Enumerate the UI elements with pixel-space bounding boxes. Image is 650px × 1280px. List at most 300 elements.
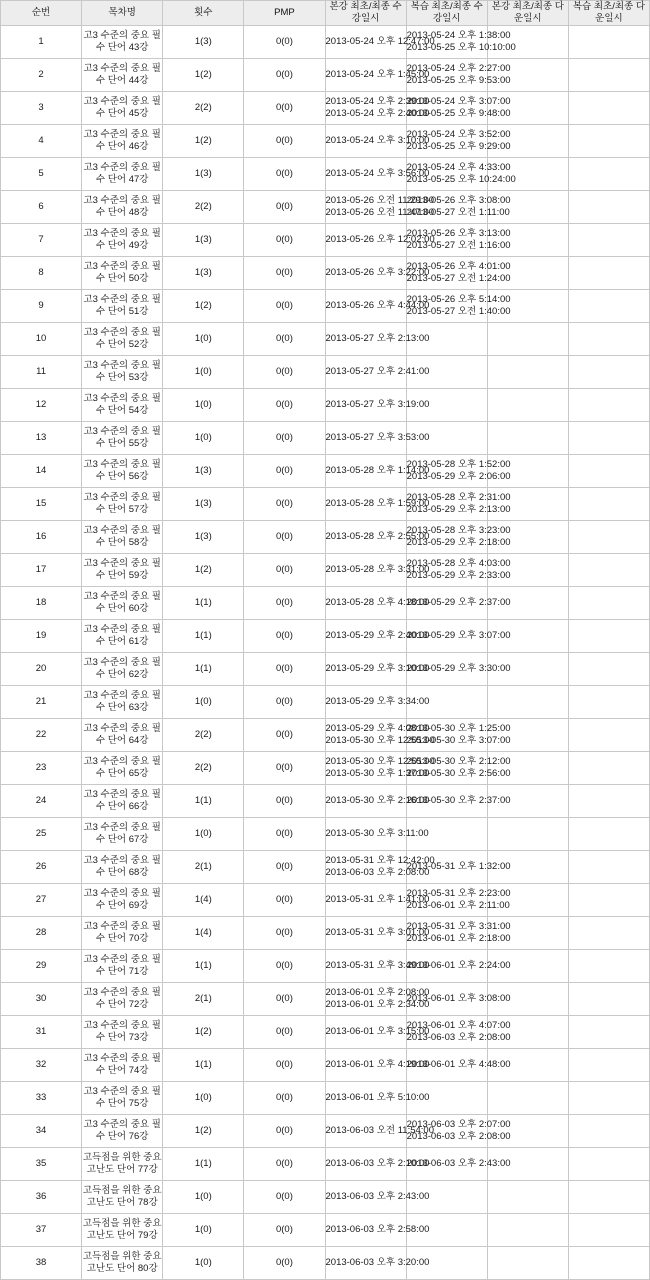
cell-pmp: 0(0): [244, 850, 325, 883]
cell-review-download-datetime: [568, 58, 649, 91]
cell-study-datetime: 2013-06-03 오후 2:10:00: [325, 1147, 406, 1180]
cell-count: 1(3): [163, 520, 244, 553]
table-row: [1, 619, 650, 652]
cell-review-download-datetime: [568, 916, 649, 949]
column-header-seq: 순번: [1, 1, 82, 26]
cell-review-download-datetime: [568, 1081, 649, 1114]
cell-seq: 3: [1, 91, 82, 124]
cell-title[interactable]: 고3 수준의 중요 필수 단어 60강: [82, 586, 163, 619]
cell-count: 1(0): [163, 421, 244, 454]
cell-seq: 12: [1, 388, 82, 421]
cell-title[interactable]: 고3 수준의 중요 필수 단어 62강: [82, 652, 163, 685]
cell-study-download-datetime: [487, 1180, 568, 1213]
cell-study-download-datetime: [487, 388, 568, 421]
cell-review-download-datetime: [568, 421, 649, 454]
cell-count: 1(2): [163, 124, 244, 157]
cell-count: 1(0): [163, 685, 244, 718]
cell-title[interactable]: 고3 수준의 중요 필수 단어 46강: [82, 124, 163, 157]
cell-count: 2(1): [163, 850, 244, 883]
cell-review-datetime: [406, 1246, 487, 1279]
table-row: [1, 916, 650, 949]
cell-seq: 13: [1, 421, 82, 454]
cell-title[interactable]: 고3 수준의 중요 필수 단어 64강: [82, 718, 163, 751]
cell-pmp: 0(0): [244, 1180, 325, 1213]
cell-title[interactable]: 고3 수준의 중요 필수 단어 44강: [82, 58, 163, 91]
cell-review-download-datetime: [568, 586, 649, 619]
table-row: [1, 1213, 650, 1246]
cell-title[interactable]: 고3 수준의 중요 필수 단어 45강: [82, 91, 163, 124]
cell-title[interactable]: 고3 수준의 중요 필수 단어 74강: [82, 1048, 163, 1081]
cell-study-datetime: 2013-05-27 오후 3:19:00: [325, 388, 406, 421]
cell-seq: 8: [1, 256, 82, 289]
cell-pmp: 0(0): [244, 982, 325, 1015]
cell-review-datetime: 2013-05-29 오후 3:30:00: [406, 652, 487, 685]
cell-title[interactable]: 고3 수준의 중요 필수 단어 72강: [82, 982, 163, 1015]
cell-study-datetime: 2013-05-24 오후 1:45:00: [325, 58, 406, 91]
cell-count: 1(3): [163, 223, 244, 256]
cell-study-download-datetime: [487, 817, 568, 850]
cell-title[interactable]: 고득점을 위한 중요 고난도 단어 80강: [82, 1246, 163, 1279]
cell-seq: 22: [1, 718, 82, 751]
cell-review-download-datetime: [568, 91, 649, 124]
cell-title[interactable]: 고3 수준의 중요 필수 단어 55강: [82, 421, 163, 454]
cell-seq: 23: [1, 751, 82, 784]
table-row: [1, 289, 650, 322]
cell-title[interactable]: 고3 수준의 중요 필수 단어 61강: [82, 619, 163, 652]
cell-review-download-datetime: [568, 751, 649, 784]
table-row: [1, 1180, 650, 1213]
cell-review-datetime: 2013-05-29 오후 2:37:00: [406, 586, 487, 619]
cell-review-datetime: 2013-05-26 오후 5:14:00 2013-05-27 오전 1:40:00: [406, 289, 487, 322]
cell-pmp: 0(0): [244, 652, 325, 685]
cell-seq: 33: [1, 1081, 82, 1114]
cell-count: 1(3): [163, 157, 244, 190]
cell-seq: 25: [1, 817, 82, 850]
column-header-study-datetime: 본강 최초/최종 수강일시: [325, 1, 406, 26]
cell-review-download-datetime: [568, 1180, 649, 1213]
cell-title[interactable]: 고득점을 위한 중요 고난도 단어 79강: [82, 1213, 163, 1246]
cell-count: 1(1): [163, 1048, 244, 1081]
cell-review-datetime: 2013-05-24 오후 3:52:00 2013-05-25 오후 9:29:00: [406, 124, 487, 157]
table-row: [1, 1147, 650, 1180]
cell-study-datetime: 2013-05-31 오후 3:01:00: [325, 916, 406, 949]
table-row: [1, 751, 650, 784]
cell-title[interactable]: 고3 수준의 중요 필수 단어 48강: [82, 190, 163, 223]
cell-study-datetime: 2013-05-24 오후 3:10:00: [325, 124, 406, 157]
cell-count: 1(3): [163, 256, 244, 289]
cell-seq: 16: [1, 520, 82, 553]
cell-review-datetime: 2013-05-28 오후 3:23:00 2013-05-29 오후 2:18:00: [406, 520, 487, 553]
cell-count: 1(2): [163, 553, 244, 586]
cell-review-datetime: 2013-05-31 오후 1:32:00: [406, 850, 487, 883]
cell-review-datetime: 2013-05-24 오후 1:38:00 2013-05-25 오후 10:10:00: [406, 25, 487, 58]
cell-review-download-datetime: [568, 718, 649, 751]
cell-study-datetime: 2013-06-01 오후 3:15:00: [325, 1015, 406, 1048]
cell-review-download-datetime: [568, 388, 649, 421]
table-row: [1, 553, 650, 586]
cell-title[interactable]: 고3 수준의 중요 필수 단어 67강: [82, 817, 163, 850]
cell-seq: 24: [1, 784, 82, 817]
cell-title[interactable]: 고3 수준의 중요 필수 단어 66강: [82, 784, 163, 817]
cell-seq: 34: [1, 1114, 82, 1147]
cell-title[interactable]: 고3 수준의 중요 필수 단어 52강: [82, 322, 163, 355]
cell-study-datetime: 2013-05-28 오후 4:18:00: [325, 586, 406, 619]
cell-pmp: 0(0): [244, 916, 325, 949]
cell-seq: 36: [1, 1180, 82, 1213]
cell-seq: 19: [1, 619, 82, 652]
cell-count: 2(2): [163, 751, 244, 784]
cell-pmp: 0(0): [244, 223, 325, 256]
cell-study-datetime: 2013-05-27 오후 2:13:00: [325, 322, 406, 355]
cell-count: 1(0): [163, 1213, 244, 1246]
cell-review-download-datetime: [568, 520, 649, 553]
cell-title[interactable]: 고3 수준의 중요 필수 단어 71강: [82, 949, 163, 982]
cell-study-datetime: 2013-05-24 오후 3:56:00: [325, 157, 406, 190]
cell-study-download-datetime: [487, 355, 568, 388]
cell-study-download-datetime: [487, 322, 568, 355]
cell-pmp: 0(0): [244, 1015, 325, 1048]
cell-pmp: 0(0): [244, 487, 325, 520]
cell-study-datetime: 2013-05-30 오후 2:16:00: [325, 784, 406, 817]
cell-title[interactable]: 고3 수준의 중요 필수 단어 70강: [82, 916, 163, 949]
cell-study-datetime: 2013-05-28 오후 2:55:00: [325, 520, 406, 553]
column-header-review-download-datetime: 복습 최초/최종 다운일시: [568, 1, 649, 26]
cell-title[interactable]: 고3 수준의 중요 필수 단어 75강: [82, 1081, 163, 1114]
cell-review-download-datetime: [568, 289, 649, 322]
cell-pmp: 0(0): [244, 256, 325, 289]
cell-pmp: 0(0): [244, 25, 325, 58]
table-row: [1, 322, 650, 355]
cell-title[interactable]: 고3 수준의 중요 필수 단어 49강: [82, 223, 163, 256]
cell-count: 1(4): [163, 883, 244, 916]
cell-study-download-datetime: [487, 685, 568, 718]
cell-review-download-datetime: [568, 1147, 649, 1180]
cell-review-download-datetime: [568, 784, 649, 817]
cell-pmp: 0(0): [244, 619, 325, 652]
cell-pmp: 0(0): [244, 421, 325, 454]
cell-title[interactable]: 고3 수준의 중요 필수 단어 65강: [82, 751, 163, 784]
table-row: [1, 25, 650, 58]
cell-seq: 5: [1, 157, 82, 190]
cell-pmp: 0(0): [244, 388, 325, 421]
cell-review-download-datetime: [568, 652, 649, 685]
cell-review-datetime: 2013-05-30 오후 2:37:00: [406, 784, 487, 817]
cell-count: 1(1): [163, 1147, 244, 1180]
cell-pmp: 0(0): [244, 190, 325, 223]
cell-title[interactable]: 고3 수준의 중요 필수 단어 57강: [82, 487, 163, 520]
table-row: [1, 1015, 650, 1048]
cell-study-datetime: 2013-05-29 오후 4:08:00 2013-05-30 오후 12:55:00: [325, 718, 406, 751]
cell-seq: 21: [1, 685, 82, 718]
cell-seq: 35: [1, 1147, 82, 1180]
cell-count: 1(2): [163, 289, 244, 322]
cell-count: 1(0): [163, 1246, 244, 1279]
cell-review-datetime: 2013-06-01 오후 3:08:00: [406, 982, 487, 1015]
table-row: [1, 1246, 650, 1279]
cell-count: 1(0): [163, 1180, 244, 1213]
cell-title[interactable]: 고3 수준의 중요 필수 단어 50강: [82, 256, 163, 289]
cell-review-download-datetime: [568, 223, 649, 256]
table-row: [1, 256, 650, 289]
cell-study-datetime: 2013-05-30 오후 12:55:00 2013-05-30 오후 1:37:00: [325, 751, 406, 784]
cell-review-datetime: 2013-05-24 오후 4:33:00 2013-05-25 오후 10:24:00: [406, 157, 487, 190]
cell-seq: 15: [1, 487, 82, 520]
cell-review-download-datetime: [568, 454, 649, 487]
table-row: [1, 157, 650, 190]
cell-count: 1(1): [163, 949, 244, 982]
cell-study-datetime: 2013-05-28 오후 1:14:00: [325, 454, 406, 487]
table-row: [1, 652, 650, 685]
cell-study-datetime: 2013-05-31 오후 12:42:00 2013-06-03 오후 2:08:00: [325, 850, 406, 883]
table-row: [1, 817, 650, 850]
cell-review-download-datetime: [568, 1015, 649, 1048]
cell-count: 1(1): [163, 784, 244, 817]
table-row: [1, 190, 650, 223]
table-row: [1, 982, 650, 1015]
cell-pmp: 0(0): [244, 322, 325, 355]
table-row: [1, 685, 650, 718]
table-row: [1, 520, 650, 553]
cell-seq: 4: [1, 124, 82, 157]
cell-pmp: 0(0): [244, 124, 325, 157]
cell-review-datetime: 2013-06-03 오후 2:43:00: [406, 1147, 487, 1180]
cell-pmp: 0(0): [244, 91, 325, 124]
table-body: [1, 25, 650, 1279]
cell-study-datetime: 2013-05-26 오후 3:22:00: [325, 256, 406, 289]
cell-count: 1(4): [163, 916, 244, 949]
cell-pmp: 0(0): [244, 685, 325, 718]
table-row: [1, 355, 650, 388]
cell-review-datetime: 2013-05-24 오후 3:07:00 2013-05-25 오후 9:48:00: [406, 91, 487, 124]
cell-review-datetime: 2013-06-03 오후 2:07:00 2013-06-03 오후 2:08:00: [406, 1114, 487, 1147]
cell-count: 1(0): [163, 817, 244, 850]
cell-study-datetime: 2013-05-29 오후 3:10:00: [325, 652, 406, 685]
table-row: [1, 850, 650, 883]
cell-study-datetime: 2013-05-28 오후 1:59:00: [325, 487, 406, 520]
cell-review-download-datetime: [568, 487, 649, 520]
cell-review-download-datetime: [568, 322, 649, 355]
table-row: [1, 1048, 650, 1081]
cell-count: 1(3): [163, 454, 244, 487]
cell-title[interactable]: 고3 수준의 중요 필수 단어 69강: [82, 883, 163, 916]
cell-study-datetime: 2013-06-03 오후 3:20:00: [325, 1246, 406, 1279]
cell-pmp: 0(0): [244, 58, 325, 91]
cell-count: 1(0): [163, 322, 244, 355]
cell-study-datetime: 2013-05-27 오후 2:41:00: [325, 355, 406, 388]
cell-count: 1(2): [163, 1015, 244, 1048]
cell-seq: 29: [1, 949, 82, 982]
cell-study-datetime: 2013-06-01 오후 4:19:00: [325, 1048, 406, 1081]
cell-count: 2(1): [163, 982, 244, 1015]
cell-title[interactable]: 고득점을 위한 중요 고난도 단어 77강: [82, 1147, 163, 1180]
table-row: [1, 388, 650, 421]
cell-pmp: 0(0): [244, 1213, 325, 1246]
cell-review-datetime: 2013-05-30 오후 2:12:00 2013-05-30 오후 2:56:00: [406, 751, 487, 784]
cell-review-datetime: 2013-05-26 오후 3:13:00 2013-05-27 오전 1:16:00: [406, 223, 487, 256]
cell-pmp: 0(0): [244, 157, 325, 190]
cell-title[interactable]: 고3 수준의 중요 필수 단어 43강: [82, 25, 163, 58]
table-header: [1, 1, 650, 26]
cell-review-download-datetime: [568, 157, 649, 190]
cell-pmp: 0(0): [244, 553, 325, 586]
cell-study-datetime: 2013-06-01 오후 2:08:00 2013-06-01 오후 2:34:00: [325, 982, 406, 1015]
cell-pmp: 0(0): [244, 1048, 325, 1081]
cell-study-datetime: 2013-05-26 오전 11:29:00 2013-05-26 오전 11:47:00: [325, 190, 406, 223]
cell-count: 1(0): [163, 355, 244, 388]
cell-review-download-datetime: [568, 850, 649, 883]
cell-review-datetime: 2013-06-01 오후 4:48:00: [406, 1048, 487, 1081]
cell-count: 1(0): [163, 388, 244, 421]
column-header-review-datetime: 복습 최초/최종 수강일시: [406, 1, 487, 26]
cell-title[interactable]: 고3 수준의 중요 필수 단어 73강: [82, 1015, 163, 1048]
cell-title[interactable]: 고득점을 위한 중요 고난도 단어 78강: [82, 1180, 163, 1213]
cell-review-datetime: 2013-05-29 오후 3:07:00: [406, 619, 487, 652]
cell-pmp: 0(0): [244, 289, 325, 322]
table-row: [1, 1114, 650, 1147]
cell-study-download-datetime: [487, 1213, 568, 1246]
cell-study-datetime: 2013-06-01 오후 5:10:00: [325, 1081, 406, 1114]
cell-study-datetime: 2013-06-03 오전 11:54:00: [325, 1114, 406, 1147]
cell-title[interactable]: 고3 수준의 중요 필수 단어 53강: [82, 355, 163, 388]
cell-seq: 31: [1, 1015, 82, 1048]
cell-seq: 11: [1, 355, 82, 388]
cell-pmp: 0(0): [244, 718, 325, 751]
cell-seq: 26: [1, 850, 82, 883]
cell-seq: 30: [1, 982, 82, 1015]
cell-count: 1(1): [163, 619, 244, 652]
cell-title[interactable]: 고3 수준의 중요 필수 단어 68강: [82, 850, 163, 883]
cell-pmp: 0(0): [244, 949, 325, 982]
cell-review-datetime: 2013-05-28 오후 1:52:00 2013-05-29 오후 2:06:00: [406, 454, 487, 487]
cell-pmp: 0(0): [244, 817, 325, 850]
cell-review-download-datetime: [568, 1114, 649, 1147]
cell-review-datetime: 2013-05-28 오후 2:31:00 2013-05-29 오후 2:13:00: [406, 487, 487, 520]
table-row: [1, 421, 650, 454]
cell-count: 2(2): [163, 718, 244, 751]
cell-review-download-datetime: [568, 553, 649, 586]
cell-seq: 20: [1, 652, 82, 685]
cell-review-datetime: 2013-05-24 오후 2:27:00 2013-05-25 오후 9:53:00: [406, 58, 487, 91]
cell-study-datetime: 2013-05-31 오후 3:49:00: [325, 949, 406, 982]
cell-review-download-datetime: [568, 817, 649, 850]
table-row: [1, 784, 650, 817]
cell-seq: 27: [1, 883, 82, 916]
cell-review-download-datetime: [568, 883, 649, 916]
cell-seq: 18: [1, 586, 82, 619]
cell-title[interactable]: 고3 수준의 중요 필수 단어 51강: [82, 289, 163, 322]
column-header-study-download-datetime: 본강 최초/최종 다운일시: [487, 1, 568, 26]
cell-title[interactable]: 고3 수준의 중요 필수 단어 54강: [82, 388, 163, 421]
cell-review-download-datetime: [568, 190, 649, 223]
cell-count: 1(1): [163, 586, 244, 619]
cell-review-download-datetime: [568, 982, 649, 1015]
cell-seq: 1: [1, 25, 82, 58]
cell-study-datetime: 2013-05-27 오후 3:53:00: [325, 421, 406, 454]
cell-title[interactable]: 고3 수준의 중요 필수 단어 59강: [82, 553, 163, 586]
cell-review-datetime: 2013-05-26 오후 3:08:00 2013-05-27 오전 1:11:00: [406, 190, 487, 223]
cell-seq: 2: [1, 58, 82, 91]
cell-seq: 7: [1, 223, 82, 256]
cell-count: 1(2): [163, 1114, 244, 1147]
cell-study-download-datetime: [487, 1246, 568, 1279]
cell-seq: 10: [1, 322, 82, 355]
cell-study-datetime: 2013-05-31 오후 1:41:00: [325, 883, 406, 916]
cell-review-download-datetime: [568, 619, 649, 652]
cell-title[interactable]: 고3 수준의 중요 필수 단어 58강: [82, 520, 163, 553]
cell-pmp: 0(0): [244, 1147, 325, 1180]
cell-pmp: 0(0): [244, 1081, 325, 1114]
cell-count: 1(1): [163, 652, 244, 685]
column-header-pmp: PMP: [244, 1, 325, 26]
cell-count: 2(2): [163, 91, 244, 124]
cell-title[interactable]: 고3 수준의 중요 필수 단어 56강: [82, 454, 163, 487]
cell-review-download-datetime: [568, 1213, 649, 1246]
cell-pmp: 0(0): [244, 586, 325, 619]
cell-review-datetime: 2013-05-28 오후 4:03:00 2013-05-29 오후 2:33:00: [406, 553, 487, 586]
cell-title[interactable]: 고3 수준의 중요 필수 단어 63강: [82, 685, 163, 718]
cell-review-datetime: 2013-05-31 오후 3:31:00 2013-06-01 오후 2:18:00: [406, 916, 487, 949]
cell-review-download-datetime: [568, 355, 649, 388]
table-row: [1, 883, 650, 916]
table-row: [1, 124, 650, 157]
cell-seq: 37: [1, 1213, 82, 1246]
cell-pmp: 0(0): [244, 1114, 325, 1147]
cell-review-download-datetime: [568, 256, 649, 289]
cell-seq: 17: [1, 553, 82, 586]
cell-count: 1(3): [163, 487, 244, 520]
cell-pmp: 0(0): [244, 355, 325, 388]
table-header-row: [1, 1, 650, 26]
cell-seq: 32: [1, 1048, 82, 1081]
cell-review-datetime: 2013-05-30 오후 1:25:00 2013-05-30 오후 3:07:00: [406, 718, 487, 751]
cell-title[interactable]: 고3 수준의 중요 필수 단어 47강: [82, 157, 163, 190]
cell-study-download-datetime: [487, 1081, 568, 1114]
cell-study-datetime: 2013-05-30 오후 3:11:00: [325, 817, 406, 850]
cell-title[interactable]: 고3 수준의 중요 필수 단어 76강: [82, 1114, 163, 1147]
cell-study-datetime: 2013-05-29 오후 2:40:00: [325, 619, 406, 652]
cell-seq: 38: [1, 1246, 82, 1279]
cell-review-download-datetime: [568, 124, 649, 157]
cell-study-datetime: 2013-05-26 오후 4:44:00: [325, 289, 406, 322]
table-row: [1, 949, 650, 982]
cell-review-datetime: [406, 1213, 487, 1246]
column-header-title: 목차명: [82, 1, 163, 26]
table-row: [1, 58, 650, 91]
table-row: [1, 1081, 650, 1114]
cell-review-download-datetime: [568, 949, 649, 982]
cell-study-datetime: 2013-05-28 오후 3:31:00: [325, 553, 406, 586]
cell-seq: 6: [1, 190, 82, 223]
cell-count: 1(0): [163, 1081, 244, 1114]
cell-study-datetime: 2013-05-29 오후 3:34:00: [325, 685, 406, 718]
cell-count: 2(2): [163, 190, 244, 223]
cell-review-download-datetime: [568, 1048, 649, 1081]
cell-pmp: 0(0): [244, 784, 325, 817]
cell-pmp: 0(0): [244, 751, 325, 784]
cell-seq: 14: [1, 454, 82, 487]
cell-count: 1(2): [163, 58, 244, 91]
cell-seq: 28: [1, 916, 82, 949]
cell-study-datetime: 2013-05-24 오후 12:47:00: [325, 25, 406, 58]
table-row: [1, 586, 650, 619]
cell-pmp: 0(0): [244, 1246, 325, 1279]
cell-study-datetime: 2013-05-24 오후 2:39:00 2013-05-24 오후 2:40:00: [325, 91, 406, 124]
cell-study-datetime: 2013-06-03 오후 2:43:00: [325, 1180, 406, 1213]
cell-review-datetime: 2013-05-31 오후 2:23:00 2013-06-01 오후 2:11:00: [406, 883, 487, 916]
cell-pmp: 0(0): [244, 520, 325, 553]
cell-pmp: 0(0): [244, 883, 325, 916]
cell-pmp: 0(0): [244, 454, 325, 487]
